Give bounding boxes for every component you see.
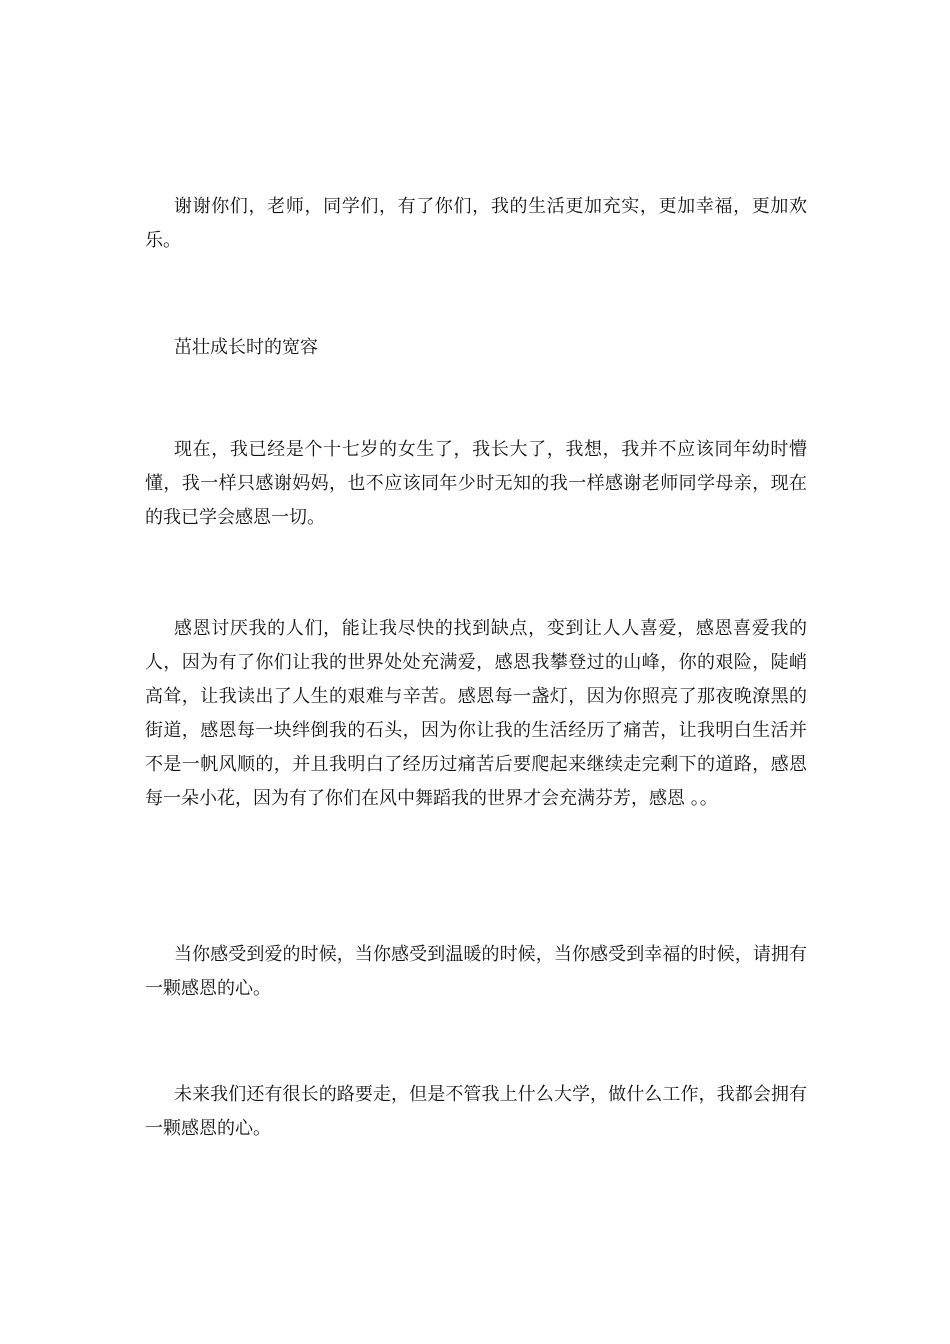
paragraph-growing-up: 现在，我已经是个十七岁的女生了，我长大了，我想，我并不应该同年幼时懵懂，我一样只感谢妈妈，也不应该同年少时无知的我一样感谢老师同学母亲，现在的我已学会感恩一切。 — [145, 439, 807, 528]
paragraph-gratitude-list: 感恩讨厌我的人们，能让我尽快的找到缺点，变到让人人喜爱，感恩喜爱我的人，因为有了你们让我的世界处处充满爱，感恩我攀登过的山峰，你的艰险，陡峭高耸，让我读出了人生的艰难与辛苦。感恩每一盏灯，因为你照亮了那夜晚潦黑的街道，感恩每一块绊倒我的石头，因为你让我的生活经历了痛苦，让我明白生活并不是一帆风顺的，并且我明白了经历过痛苦后要爬起来继续走完剩下的道路，感恩每一朵小花，因为有了你们在风中舞蹈我的世界才会充满芬芳，感恩 。。 — [145, 618, 807, 809]
section-heading: 茁壮成长时的宽容 — [174, 337, 318, 358]
paragraph-grateful-heart: 当你感受到爱的时候，当你感受到温暖的时候，当你感受到幸福的时候，请拥有一颗感恩的心。 — [145, 944, 807, 999]
paragraph-thanks: 谢谢你们，老师，同学们，有了你们，我的生活更加充实，更加幸福，更加欢乐。 — [145, 196, 807, 251]
paragraph-future: 未来我们还有很长的路要走，但是不管我上什么大学，做什么工作，我都会拥有一颗感恩的心。 — [145, 1084, 807, 1139]
